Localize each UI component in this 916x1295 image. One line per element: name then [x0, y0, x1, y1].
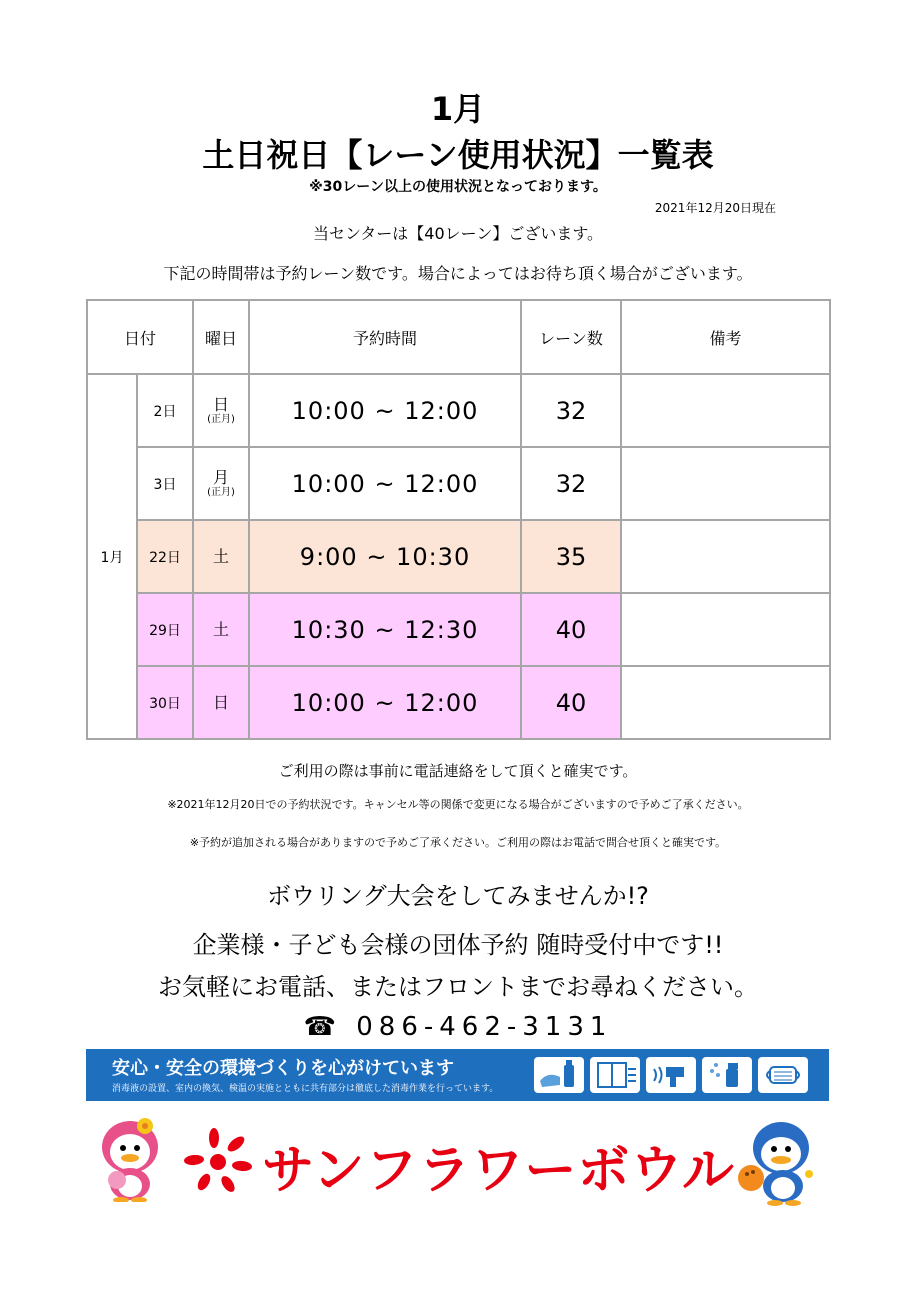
- weekday-cell: 土: [193, 520, 249, 593]
- safety-banner-title: 安心・安全の環境づくりを心がけています: [112, 1058, 454, 1079]
- time-cell: 10:00 ~ 12:00: [249, 666, 521, 739]
- weekday-cell: [193, 374, 249, 447]
- lanes-threshold-note: ※30レーン以上の使用状況となっております。: [309, 179, 607, 195]
- thermometer-icon: [646, 1057, 696, 1093]
- weekday-label: 月: [213, 468, 230, 488]
- table-header-row: [87, 300, 830, 374]
- time-cell: 10:00 ~ 12:00: [249, 374, 521, 447]
- table-row: [87, 593, 830, 666]
- header-lanes: レーン数: [521, 300, 621, 374]
- lane-usage-table: [86, 299, 831, 740]
- sunflower-logo-icon: [184, 1128, 256, 1194]
- remarks-cell: [621, 666, 830, 739]
- day-cell: 30日: [137, 666, 193, 739]
- weekday-note: (正月): [207, 413, 235, 425]
- day-cell: 29日: [137, 593, 193, 666]
- header-weekday: 曜日: [193, 300, 249, 374]
- lanes-cell: 35: [521, 520, 621, 593]
- promo-line-1: ボウリング大会をしてみませんか!?: [267, 882, 649, 910]
- table-row: [87, 374, 830, 447]
- weekday-note: (正月): [207, 486, 235, 498]
- hand-sanitizer-icon: [534, 1057, 584, 1093]
- header-date: 日付: [87, 300, 193, 374]
- weekday-cell: 土: [193, 593, 249, 666]
- total-lanes-note: 当センターは【40レーン】ございます。: [312, 224, 604, 243]
- day-cell: 2日: [137, 374, 193, 447]
- month-title: 1月: [430, 90, 486, 128]
- header-time: 予約時間: [249, 300, 521, 374]
- table-row: [87, 447, 830, 520]
- disinfect-spray-icon: [702, 1057, 752, 1093]
- phone-number[interactable]: [0, 1012, 916, 1042]
- table-row: [87, 520, 830, 593]
- lanes-cell: 32: [521, 374, 621, 447]
- lanes-cell: 40: [521, 666, 621, 739]
- day-cell: 3日: [137, 447, 193, 520]
- weekday-cell: 日: [193, 666, 249, 739]
- addition-note: ※予約が追加される場合がありますので予めご了承ください。ご利用の際はお電話で問合せ頂くと確実です。: [189, 836, 727, 849]
- lanes-cell: 40: [521, 593, 621, 666]
- remarks-cell: [621, 374, 830, 447]
- remarks-cell: [621, 520, 830, 593]
- confirm-call-note: ご利用の際は事前に電話連絡をして頂くと確実です。: [278, 762, 638, 780]
- remarks-cell: [621, 447, 830, 520]
- page-title: 土日祝日【レーン使用状況】一覧表: [202, 136, 714, 174]
- brand-logo-text: サンフラワーボウル: [262, 1141, 735, 1201]
- month-cell: 1月: [87, 374, 137, 739]
- mascot-penguin-icon: [735, 1114, 820, 1206]
- safety-banner-subtitle: 消毒液の設置、室内の換気、検温の実施とともに共有部分は徹底した消毒作業を行っています。: [112, 1084, 499, 1094]
- lanes-cell: 32: [521, 447, 621, 520]
- promo-line-3: お気軽にお電話、またはフロントまでお尋ねください。: [158, 973, 758, 1001]
- remarks-cell: [621, 593, 830, 666]
- weekday-label: 日: [213, 395, 230, 415]
- header-remarks: 備考: [621, 300, 830, 374]
- mascot-girl-icon: [95, 1112, 165, 1202]
- weekday-cell: [193, 447, 249, 520]
- phone-icon: ☎: [303, 1012, 342, 1042]
- time-cell: 10:00 ~ 12:00: [249, 447, 521, 520]
- phone-number-text: 086-462-3131: [356, 1012, 613, 1042]
- ventilation-window-icon: [590, 1057, 640, 1093]
- table-row: [87, 666, 830, 739]
- status-note: ※2021年12月20日での予約状況です。キャンセル等の関係で変更になる場合がございますので予めご了承ください。: [167, 798, 749, 811]
- safety-banner: [86, 1049, 829, 1101]
- reservation-hours-note: 下記の時間帯は予約レーン数です。場合によってはお待ち頂く場合がございます。: [163, 264, 753, 283]
- time-cell: 9:00 ~ 10:30: [249, 520, 521, 593]
- day-cell: 22日: [137, 520, 193, 593]
- promo-line-2: 企業様・子ども会様の団体予約 随時受付中です!!: [192, 931, 724, 959]
- time-cell: 10:30 ~ 12:30: [249, 593, 521, 666]
- face-mask-icon: [758, 1057, 808, 1093]
- current-date: 2021年12月20日現在: [654, 201, 776, 215]
